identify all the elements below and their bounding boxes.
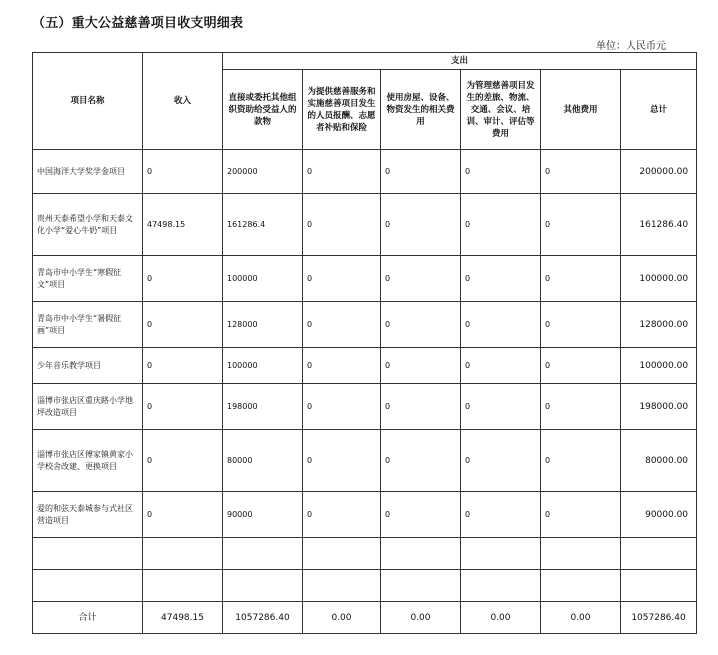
- row-c3: 0: [381, 348, 461, 384]
- empty-cell: [143, 538, 223, 570]
- empty-row: [33, 538, 697, 570]
- empty-cell: [541, 570, 621, 602]
- row-name: 淄博市张店区重庆路小学地坪改造项目: [33, 384, 143, 430]
- empty-cell: [303, 570, 381, 602]
- empty-cell: [33, 538, 143, 570]
- row-c1: 128000: [223, 302, 303, 348]
- unit-label: 单位：人民币元: [596, 41, 666, 52]
- row-c5: 0: [541, 194, 621, 256]
- row-total: 198000.00: [621, 384, 697, 430]
- row-name: 青岛市中小学生“暑假征画”项目: [33, 302, 143, 348]
- row-name: 中国海洋大学奖学金项目: [33, 150, 143, 194]
- row-c1: 100000: [223, 256, 303, 302]
- empty-cell: [621, 570, 697, 602]
- empty-cell: [621, 538, 697, 570]
- header-total: 总计: [621, 70, 697, 150]
- empty-cell: [541, 538, 621, 570]
- row-c5: 0: [541, 430, 621, 492]
- summary-row: [33, 602, 697, 634]
- summary-c5: 0.00: [541, 602, 621, 634]
- empty-cell: [381, 538, 461, 570]
- summary-c3: 0.00: [381, 602, 461, 634]
- row-income: 0: [143, 492, 223, 538]
- row-name: 少年音乐教学项目: [33, 348, 143, 384]
- empty-cell: [461, 538, 541, 570]
- row-total: 90000.00: [621, 492, 697, 538]
- row-c4: 0: [461, 194, 541, 256]
- table-row: [33, 256, 697, 302]
- table-row: [33, 492, 697, 538]
- row-income: 0: [143, 348, 223, 384]
- summary-c2: 0.00: [303, 602, 381, 634]
- row-c4: 0: [461, 256, 541, 302]
- row-income: 0: [143, 302, 223, 348]
- row-total: 161286.40: [621, 194, 697, 256]
- row-total: 80000.00: [621, 430, 697, 492]
- empty-cell: [223, 570, 303, 602]
- row-c3: 0: [381, 302, 461, 348]
- table-row: [33, 384, 697, 430]
- header-name: 项目名称: [33, 53, 143, 150]
- summary-total: 1057286.40: [621, 602, 697, 634]
- row-name: 淄博市张店区傅家镇黄家小学校舍改建、更换项目: [33, 430, 143, 492]
- row-c2: 0: [303, 384, 381, 430]
- row-c2: 0: [303, 302, 381, 348]
- header-c4: 为管理慈善项目发生的差旅、物流、交通、会议、培训、审计、评估等费用: [461, 70, 541, 150]
- row-income: 0: [143, 150, 223, 194]
- empty-cell: [33, 570, 143, 602]
- row-c3: 0: [381, 256, 461, 302]
- row-c3: 0: [381, 150, 461, 194]
- row-c2: 0: [303, 430, 381, 492]
- header-c3: 使用房屋、设备、物资发生的相关费用: [381, 70, 461, 150]
- expense-table: [32, 52, 697, 634]
- row-c3: 0: [381, 194, 461, 256]
- row-income: 0: [143, 256, 223, 302]
- header-c1: 直接或委托其他组织资助给受益人的款物: [223, 70, 303, 150]
- row-c4: 0: [461, 384, 541, 430]
- empty-cell: [461, 570, 541, 602]
- row-c5: 0: [541, 492, 621, 538]
- header-income: 收入: [143, 53, 223, 150]
- row-c2: 0: [303, 348, 381, 384]
- table-row: [33, 194, 697, 256]
- row-c1: 80000: [223, 430, 303, 492]
- row-c4: 0: [461, 492, 541, 538]
- empty-cell: [223, 538, 303, 570]
- table-row: [33, 430, 697, 492]
- row-c1: 200000: [223, 150, 303, 194]
- row-c2: 0: [303, 150, 381, 194]
- summary-c1: 1057286.40: [223, 602, 303, 634]
- row-c1: 90000: [223, 492, 303, 538]
- row-total: 128000.00: [621, 302, 697, 348]
- row-name: 青岛市中小学生“寒假征文”项目: [33, 256, 143, 302]
- header-c5: 其他费用: [541, 70, 621, 150]
- row-c4: 0: [461, 348, 541, 384]
- empty-cell: [143, 570, 223, 602]
- header-c2: 为提供慈善服务和实施慈善项目发生的人员报酬、志愿者补贴和保险: [303, 70, 381, 150]
- row-total: 100000.00: [621, 348, 697, 384]
- summary-income: 47498.15: [143, 602, 223, 634]
- row-c2: 0: [303, 194, 381, 256]
- row-c3: 0: [381, 384, 461, 430]
- empty-cell: [303, 538, 381, 570]
- row-c4: 0: [461, 150, 541, 194]
- table-row: [33, 348, 697, 384]
- row-total: 200000.00: [621, 150, 697, 194]
- page-title: （五）重大公益慈善项目收支明细表: [32, 16, 244, 31]
- row-c5: 0: [541, 348, 621, 384]
- row-c3: 0: [381, 430, 461, 492]
- row-c5: 0: [541, 150, 621, 194]
- row-income: 47498.15: [143, 194, 223, 256]
- row-name: 爱的和弦天泰城参与式社区营造项目: [33, 492, 143, 538]
- row-c2: 0: [303, 492, 381, 538]
- row-c2: 0: [303, 256, 381, 302]
- summary-label: 合计: [33, 602, 143, 634]
- row-c5: 0: [541, 256, 621, 302]
- row-c3: 0: [381, 492, 461, 538]
- table-row: [33, 302, 697, 348]
- empty-cell: [381, 570, 461, 602]
- row-name: 贵州天泰希望小学和天泰文化小学“爱心牛奶”项目: [33, 194, 143, 256]
- row-c4: 0: [461, 302, 541, 348]
- row-total: 100000.00: [621, 256, 697, 302]
- table-row: [33, 150, 697, 194]
- row-c5: 0: [541, 384, 621, 430]
- row-income: 0: [143, 430, 223, 492]
- row-c1: 100000: [223, 348, 303, 384]
- row-c4: 0: [461, 430, 541, 492]
- row-c1: 161286.4: [223, 194, 303, 256]
- header-expense: 支出: [223, 53, 697, 70]
- row-c5: 0: [541, 302, 621, 348]
- empty-row: [33, 570, 697, 602]
- summary-c4: 0.00: [461, 602, 541, 634]
- row-income: 0: [143, 384, 223, 430]
- row-c1: 198000: [223, 384, 303, 430]
